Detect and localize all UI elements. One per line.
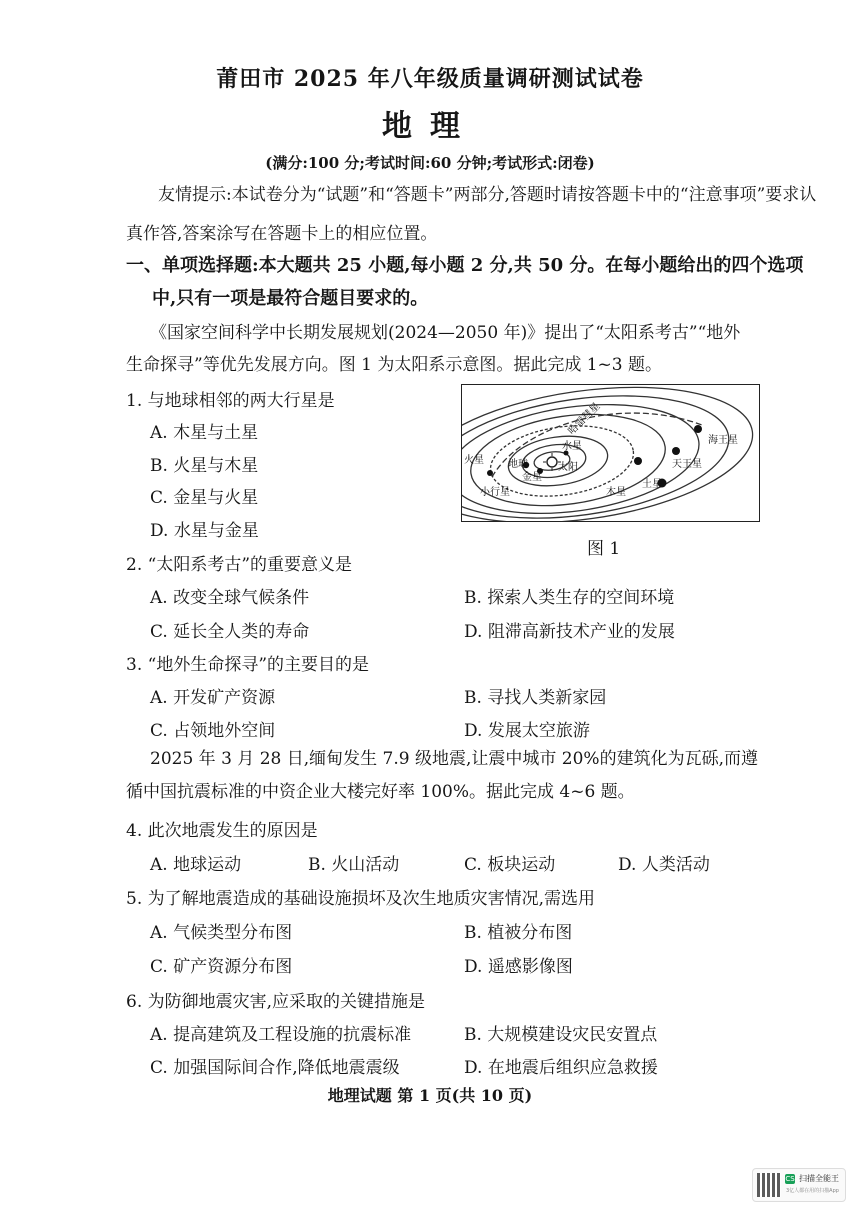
page-footer: 地理试题 第 1 页(共 10 页) [327,1086,533,1105]
solar-system-diagram [462,385,759,521]
question-1-stem: 1. 与地球相邻的两大行星是 [126,391,335,411]
label-asteroid: 小行星 [480,487,510,498]
question-6-option-d[interactable]: D. 在地震后组织应急救援 [464,1058,658,1078]
exam-title: 莆田市 2025 年八年级质量调研测试试卷 [216,66,644,92]
question-3-option-c[interactable]: C. 占领地外空间 [150,721,276,741]
question-6-option-b[interactable]: B. 大规模建设灾民安置点 [464,1025,658,1045]
question-6-option-a[interactable]: A. 提高建筑及工程设施的抗震标准 [150,1025,412,1045]
label-venus: 金星 [522,472,542,483]
question-4-option-d[interactable]: D. 人类活动 [618,855,710,875]
material-2-line-2: 循中国抗震标准的中资企业大楼完好率 100%。据此完成 4~6 题。 [126,782,635,802]
question-3-option-a[interactable]: A. 开发矿产资源 [150,688,276,708]
label-jupiter: 木星 [606,487,626,498]
question-2-option-c[interactable]: C. 延长全人类的寿命 [150,622,310,642]
label-mercury: 水星 [562,441,582,452]
material-2-line-1: 2025 年 3 月 28 日,缅甸发生 7.9 级地震,让震中城市 20%的建筑化为瓦砾,而遵 [150,749,758,769]
material-1-line-1: 《国家空间科学中长期发展规划(2024—2050 年)》提出了“太阳系考古”“地外 [150,323,741,343]
question-6-stem: 6. 为防御地震灾害,应采取的关键措施是 [126,992,426,1012]
question-4-option-c[interactable]: C. 板块运动 [464,855,556,875]
question-1-option-b[interactable]: B. 火星与木星 [150,456,259,476]
question-3-stem: 3. “地外生命探寻”的主要目的是 [126,655,370,675]
section-heading-line-2: 中,只有一项是最符合题目要求的。 [152,288,429,309]
question-2-stem: 2. “太阳系考古”的重要意义是 [126,555,353,575]
exam-meta: (满分:100 分;考试时间:60 分钟;考试形式:闭卷) [265,154,595,172]
material-1-line-2: 生命探寻”等优先发展方向。图 1 为太阳系示意图。据此完成 1~3 题。 [126,355,662,375]
label-uranus: 天王星 [672,459,702,470]
solar-system-figure [461,384,760,522]
label-neptune: 海王星 [708,435,738,446]
question-3-option-d[interactable]: D. 发展太空旅游 [464,721,590,741]
camscanner-logo-icon: CS [785,1175,795,1183]
question-5-option-d[interactable]: D. 遥感影像图 [464,957,573,977]
notice-line-2: 真作答,答案涂写在答题卡上的相应位置。 [126,224,438,244]
scanner-app-name: 扫描全能王 [799,1174,839,1183]
label-sun: 太阳 [558,462,578,473]
section-heading-line-1: 一、单项选择题:本大题共 25 小题,每小题 2 分,共 50 分。在每小题给出的四个选项 [126,255,804,276]
question-1-option-c[interactable]: C. 金星与火星 [150,488,259,508]
question-5-option-b[interactable]: B. 植被分布图 [464,923,573,943]
question-2-option-a[interactable]: A. 改变全球气候条件 [150,588,310,608]
notice-line-1: 友情提示:本试卷分为“试题”和“答题卡”两部分,答题时请按答题卡中的“注意事项”要求认 [158,185,817,205]
question-3-option-b[interactable]: B. 寻找人类新家园 [464,688,607,708]
scanner-watermark [752,1168,846,1202]
subject-title: 地理 [382,109,478,144]
question-5-stem: 5. 为了解地震造成的基础设施损坏及次生地质灾害情况,需选用 [126,889,596,909]
figure-1-caption: 图 1 [587,539,621,559]
label-earth: 地球 [508,459,528,470]
question-5-option-a[interactable]: A. 气候类型分布图 [150,923,293,943]
question-2-option-b[interactable]: B. 探索人类生存的空间环境 [464,588,675,608]
label-mars: 火星 [464,455,484,466]
question-1-option-d[interactable]: D. 水星与金星 [150,521,259,541]
question-2-option-d[interactable]: D. 阻滞高新技术产业的发展 [464,622,675,642]
question-4-option-b[interactable]: B. 火山活动 [308,855,400,875]
scanner-slogan: 3亿人都在用的扫描App [786,1188,839,1194]
question-4-option-a[interactable]: A. 地球运动 [150,855,242,875]
label-comet: 哈雷彗星 [566,401,603,438]
qr-code-icon [757,1173,781,1197]
label-saturn: 土星 [642,479,662,490]
question-5-option-c[interactable]: C. 矿产资源分布图 [150,957,293,977]
question-4-stem: 4. 此次地震发生的原因是 [126,821,318,841]
question-1-option-a[interactable]: A. 木星与土星 [150,423,259,443]
question-6-option-c[interactable]: C. 加强国际间合作,降低地震震级 [150,1058,400,1078]
